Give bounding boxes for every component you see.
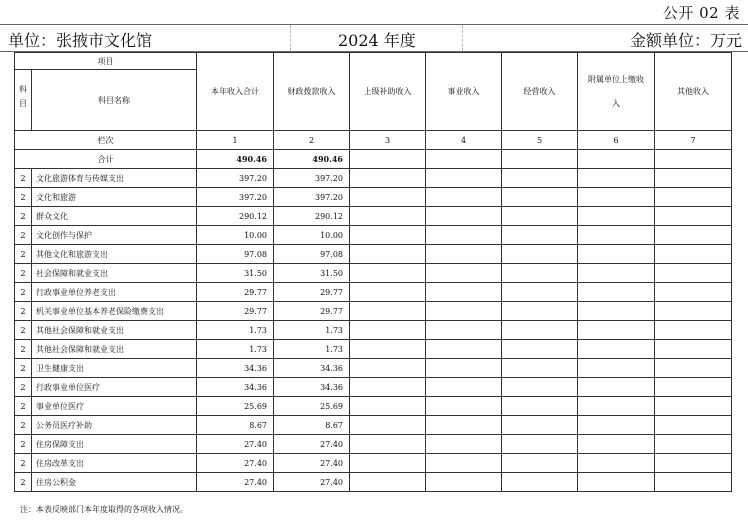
subject-name: 其他社会保障和就业支出 [32, 340, 197, 359]
empty-cell [655, 169, 732, 188]
fiscal-income-value: 8.67 [274, 416, 350, 435]
table-row [15, 226, 732, 245]
subject-name: 行政事业单位医疗 [32, 378, 197, 397]
total-income-value: 29.77 [197, 302, 274, 321]
empty-cell [502, 302, 578, 321]
total-income-value: 25.69 [197, 397, 274, 416]
empty-cell [426, 188, 502, 207]
table-row [15, 169, 732, 188]
column-header: 财政拨款收入 [274, 53, 350, 131]
empty-cell [502, 245, 578, 264]
empty-cell [655, 340, 732, 359]
subject-name: 行政事业单位养老支出 [32, 283, 197, 302]
footnote: 注：本表反映部门本年度取得的各项收入情况。 [20, 505, 188, 514]
fiscal-income-value: 27.40 [274, 454, 350, 473]
fiscal-income-value: 27.40 [274, 473, 350, 492]
empty-cell [502, 435, 578, 454]
empty-cell [655, 264, 732, 283]
empty-cell [655, 150, 732, 169]
empty-cell [655, 378, 732, 397]
amount-unit-label: 金额单位：万元 [629, 31, 742, 50]
empty-cell [350, 245, 426, 264]
empty-cell [350, 416, 426, 435]
subject-name: 文化创作与保护 [32, 226, 197, 245]
subject-code: 2 [15, 226, 32, 245]
empty-cell [502, 150, 578, 169]
empty-cell [426, 359, 502, 378]
fiscal-income-value: 27.40 [274, 435, 350, 454]
empty-cell [350, 150, 426, 169]
fiscal-income-value: 31.50 [274, 264, 350, 283]
total-income-value: 34.36 [197, 378, 274, 397]
empty-cell [655, 245, 732, 264]
empty-cell [578, 340, 655, 359]
total-income-value: 397.20 [197, 169, 274, 188]
fiscal-income-value: 29.77 [274, 302, 350, 321]
empty-cell [426, 435, 502, 454]
table-row [15, 340, 732, 359]
total-income-value: 27.40 [197, 435, 274, 454]
empty-cell [655, 435, 732, 454]
empty-cell [578, 207, 655, 226]
table-row [15, 359, 732, 378]
empty-cell [426, 321, 502, 340]
table-row [15, 245, 732, 264]
table-row [15, 416, 732, 435]
fiscal-income-value: 29.77 [274, 283, 350, 302]
empty-cell [350, 454, 426, 473]
empty-cell [350, 188, 426, 207]
empty-cell [578, 169, 655, 188]
total-income-value: 27.40 [197, 454, 274, 473]
empty-cell [502, 340, 578, 359]
header-divider [462, 25, 463, 51]
empty-cell [350, 207, 426, 226]
column-number: 2 [274, 131, 350, 150]
empty-cell [655, 302, 732, 321]
total-income-value: 97.08 [197, 245, 274, 264]
subject-code: 2 [15, 188, 32, 207]
subject-name: 住房公积金 [32, 473, 197, 492]
empty-cell [578, 416, 655, 435]
empty-cell [426, 397, 502, 416]
fiscal-income-value: 397.20 [274, 169, 350, 188]
empty-cell [502, 416, 578, 435]
empty-cell [578, 302, 655, 321]
table-row [15, 264, 732, 283]
empty-cell [350, 226, 426, 245]
empty-cell [578, 359, 655, 378]
empty-cell [578, 454, 655, 473]
empty-cell [655, 283, 732, 302]
total-income-value: 290.12 [197, 207, 274, 226]
subject-name: 住房保障支出 [32, 435, 197, 454]
subject-code: 2 [15, 454, 32, 473]
fiscal-income-value: 34.36 [274, 378, 350, 397]
subject-code: 2 [15, 340, 32, 359]
empty-cell [426, 378, 502, 397]
subject-name: 文化和旅游 [32, 188, 197, 207]
empty-cell [655, 397, 732, 416]
subject-code: 2 [15, 416, 32, 435]
total-row [15, 150, 732, 169]
column-header: 事业收入 [426, 53, 502, 131]
empty-cell [502, 264, 578, 283]
empty-cell [426, 150, 502, 169]
income-table [14, 52, 732, 492]
total-income-value: 1.73 [197, 340, 274, 359]
column-number-label: 栏次 [15, 131, 197, 150]
empty-cell [350, 397, 426, 416]
subject-code: 2 [15, 207, 32, 226]
column-number: 7 [655, 131, 732, 150]
empty-cell [426, 454, 502, 473]
column-number: 6 [578, 131, 655, 150]
empty-cell [502, 454, 578, 473]
total-income-value: 31.50 [197, 264, 274, 283]
table-row [15, 283, 732, 302]
empty-cell [578, 435, 655, 454]
subject-code: 2 [15, 264, 32, 283]
empty-cell [350, 283, 426, 302]
empty-cell [426, 207, 502, 226]
fiscal-income-value: 1.73 [274, 340, 350, 359]
fiscal-income-value: 25.69 [274, 397, 350, 416]
subject-name: 住房改革支出 [32, 454, 197, 473]
empty-cell [655, 226, 732, 245]
empty-cell [502, 226, 578, 245]
fiscal-income-value: 1.73 [274, 321, 350, 340]
subject-name: 文化旅游体育与传媒支出 [32, 169, 197, 188]
empty-cell [578, 321, 655, 340]
column-header: 上级补助收入 [350, 53, 426, 131]
table-row [15, 321, 732, 340]
empty-cell [502, 283, 578, 302]
subject-name: 社会保障和就业支出 [32, 264, 197, 283]
header-divider [290, 25, 291, 51]
subject-code: 2 [15, 302, 32, 321]
empty-cell [655, 359, 732, 378]
total-income-value: 27.40 [197, 473, 274, 492]
empty-cell [578, 245, 655, 264]
subject-code: 2 [15, 283, 32, 302]
empty-cell [350, 302, 426, 321]
subject-code: 2 [15, 321, 32, 340]
project-label: 项目 [15, 53, 197, 70]
empty-cell [350, 321, 426, 340]
empty-cell [578, 473, 655, 492]
subject-code: 2 [15, 473, 32, 492]
column-number: 4 [426, 131, 502, 150]
subject-code: 2 [15, 245, 32, 264]
subject-code: 2 [15, 378, 32, 397]
subject-code: 2 [15, 359, 32, 378]
report-header [0, 24, 748, 52]
empty-cell [426, 302, 502, 321]
total-income-value: 8.67 [197, 416, 274, 435]
subject-code: 2 [15, 397, 32, 416]
empty-cell [502, 397, 578, 416]
empty-cell [655, 207, 732, 226]
form-number: 公开 02 表 [662, 4, 740, 22]
empty-cell [426, 473, 502, 492]
empty-cell [578, 397, 655, 416]
empty-cell [350, 473, 426, 492]
empty-cell [502, 378, 578, 397]
table-row [15, 302, 732, 321]
subject-code: 2 [15, 169, 32, 188]
empty-cell [426, 340, 502, 359]
empty-cell [426, 226, 502, 245]
column-header: 经营收入 [502, 53, 578, 131]
table-row [15, 188, 732, 207]
empty-cell [655, 416, 732, 435]
empty-cell [655, 473, 732, 492]
total-income-value: 34.36 [197, 359, 274, 378]
subject-name: 事业单位医疗 [32, 397, 197, 416]
total-income-value: 29.77 [197, 283, 274, 302]
empty-cell [502, 473, 578, 492]
table-row [15, 207, 732, 226]
fiscal-income-value: 290.12 [274, 207, 350, 226]
fiscal-income-value: 34.36 [274, 359, 350, 378]
empty-cell [578, 264, 655, 283]
fiscal-income-value: 97.08 [274, 245, 350, 264]
total-value: 490.46 [197, 150, 274, 169]
empty-cell [426, 169, 502, 188]
column-number: 5 [502, 131, 578, 150]
fiscal-income-value: 10.00 [274, 226, 350, 245]
empty-cell [655, 321, 732, 340]
empty-cell [578, 226, 655, 245]
empty-cell [502, 359, 578, 378]
subject-name: 公务员医疗补助 [32, 416, 197, 435]
empty-cell [655, 454, 732, 473]
table-row [15, 378, 732, 397]
empty-cell [502, 169, 578, 188]
total-value: 490.46 [274, 150, 350, 169]
subject-code-header: 科目 [15, 70, 32, 131]
subject-name: 群众文化 [32, 207, 197, 226]
total-income-value: 10.00 [197, 226, 274, 245]
report-year: 2024 年度 [338, 31, 416, 50]
empty-cell [426, 245, 502, 264]
empty-cell [350, 378, 426, 397]
empty-cell [578, 283, 655, 302]
empty-cell [426, 283, 502, 302]
table-row [15, 473, 732, 492]
subject-name: 其他社会保障和就业支出 [32, 321, 197, 340]
column-header: 其他收入 [655, 53, 732, 131]
table-row [15, 454, 732, 473]
empty-cell [502, 207, 578, 226]
column-number: 1 [197, 131, 274, 150]
empty-cell [502, 188, 578, 207]
total-label: 合计 [15, 150, 197, 169]
unit-label: 单位：张掖市文化馆 [8, 31, 153, 50]
empty-cell [350, 264, 426, 283]
empty-cell [350, 359, 426, 378]
column-header: 附属单位上缴收入 [578, 53, 655, 131]
empty-cell [350, 340, 426, 359]
column-header: 本年收入合计 [197, 53, 274, 131]
empty-cell [502, 321, 578, 340]
table-row [15, 435, 732, 454]
fiscal-income-value: 397.20 [274, 188, 350, 207]
subject-name: 其他文化和旅游支出 [32, 245, 197, 264]
subject-name: 卫生健康支出 [32, 359, 197, 378]
column-number: 3 [350, 131, 426, 150]
empty-cell [578, 150, 655, 169]
subject-name-header: 科目名称 [32, 70, 197, 131]
subject-code: 2 [15, 435, 32, 454]
empty-cell [350, 169, 426, 188]
empty-cell [655, 188, 732, 207]
empty-cell [578, 188, 655, 207]
column-number-row [15, 131, 732, 150]
empty-cell [426, 264, 502, 283]
empty-cell [350, 435, 426, 454]
total-income-value: 397.20 [197, 188, 274, 207]
empty-cell [426, 416, 502, 435]
header-row-1 [15, 53, 732, 70]
total-income-value: 1.73 [197, 321, 274, 340]
empty-cell [578, 378, 655, 397]
subject-name: 机关事业单位基本养老保险缴费支出 [32, 302, 197, 321]
table-row [15, 397, 732, 416]
